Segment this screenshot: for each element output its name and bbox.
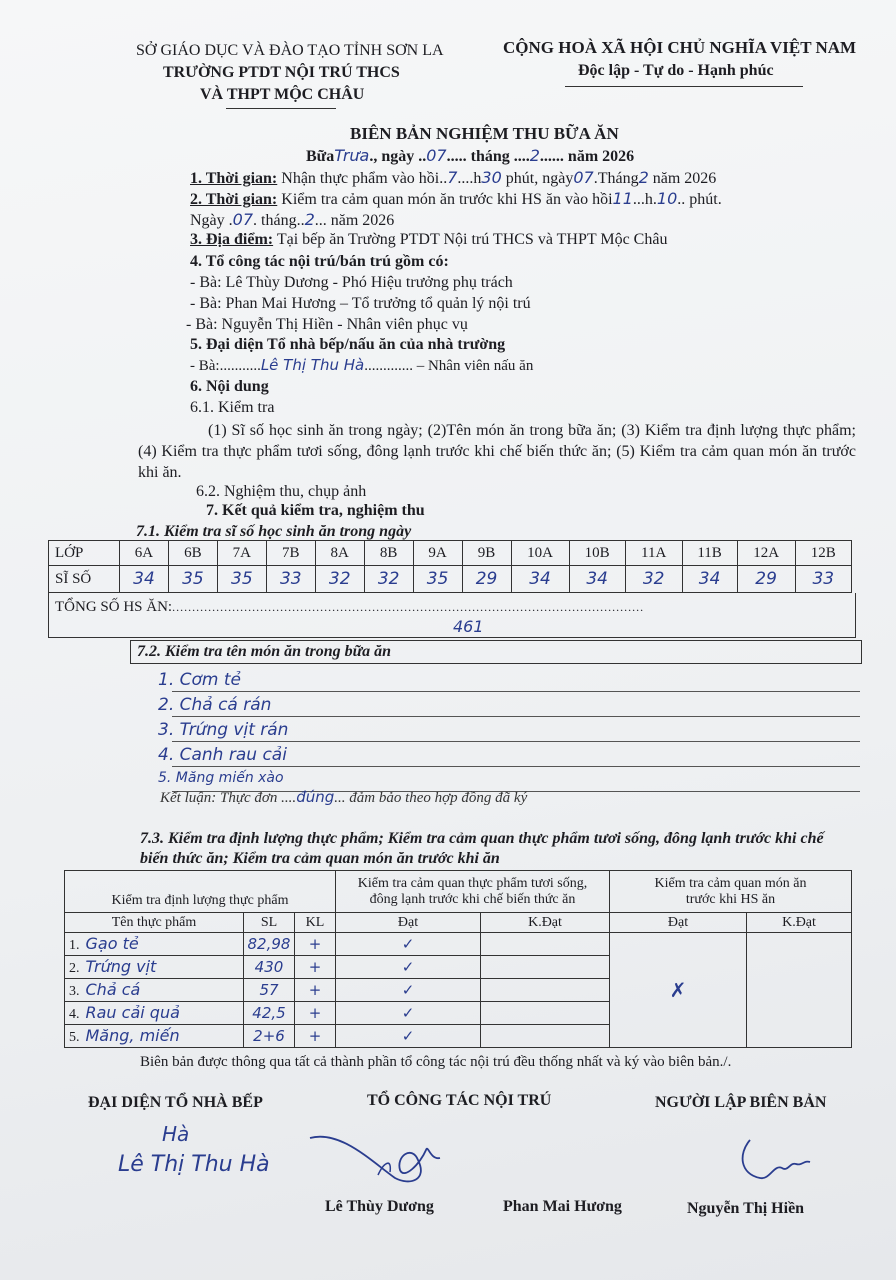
col-quantity-header: Kiểm tra định lượng thực phẩm (65, 871, 336, 913)
count-row-label: SĨ SỐ (49, 566, 120, 593)
class-name-cell: 9B (462, 541, 511, 566)
col-meal-fail: K.Đạt (747, 913, 852, 933)
class-name-cell: 8A (315, 541, 364, 566)
total-students-value: 461 (453, 617, 484, 636)
dish-item: 4. Canh rau cải (158, 745, 287, 765)
col-fresh-pass: Đạt (336, 913, 481, 933)
class-count-cell: 29 (737, 566, 795, 593)
class-name-cell: 6B (168, 541, 217, 566)
class-row-label: LỚP (49, 541, 120, 566)
fresh-pass-cell: ✓ (336, 1025, 481, 1048)
header-school-line1: TRƯỜNG PTDT NỘI TRÚ THCS (163, 64, 400, 81)
document-subtitle: BữaTrưa., ngày ..07..... tháng ....2...... năm 2026 (306, 146, 635, 165)
food-name-cell (65, 979, 244, 1002)
class-count-cell: 35 (217, 566, 266, 593)
class-count-cell: 32 (315, 566, 364, 593)
sig-name-author: Nguyễn Thị Hiền (687, 1200, 805, 1217)
food-kl-cell: + (295, 956, 336, 979)
col-kl: KL (295, 913, 336, 933)
content-check-label: 6.1. Kiểm tra (190, 399, 275, 416)
class-name-cell: 7A (217, 541, 266, 566)
kitchen-representative: - Bà:...........Lê Thị Thu Hà............. – Nhân viên nấu ăn (190, 356, 534, 374)
food-sl-cell: 82,98 (244, 933, 295, 956)
class-name-cell: 8B (364, 541, 413, 566)
total-students-label: TỔNG SỐ HS ĂN:...................................................................................................................... (55, 599, 645, 615)
class-name-cell: 7B (266, 541, 315, 566)
class-count-cell: 34 (511, 566, 569, 593)
food-row-number: 5. (69, 1030, 80, 1045)
food-name: Trứng vịt (85, 957, 157, 976)
header-motto: Độc lập - Tự do - Hạnh phúc (578, 62, 774, 79)
class-count-cell: 35 (413, 566, 462, 593)
class-name-cell: 11B (682, 541, 737, 566)
item-content-heading: 6. Nội dung (190, 378, 269, 395)
header-department: SỞ GIÁO DỤC VÀ ĐÀO TẠO TỈNH SƠN LA (136, 42, 444, 59)
col-meal-pass: Đạt (610, 913, 747, 933)
fresh-pass-cell: ✓ (336, 956, 481, 979)
section-73-heading-line2: biến thức ăn; Kiểm tra cảm quan món ăn trước khi ăn (140, 850, 500, 867)
closing-statement: Biên bản được thông qua tất cả thành phần tổ công tác nội trú đều thống nhất và ký vào biên bản./. (140, 1054, 732, 1070)
class-name-cell: 9A (413, 541, 462, 566)
header-nation: CỘNG HOÀ XÃ HỘI CHỦ NGHĨA VIỆT NAM (503, 38, 857, 57)
fresh-fail-cell (481, 956, 610, 979)
class-count-cell: 32 (625, 566, 682, 593)
class-count-cell: 29 (462, 566, 511, 593)
dish-underline (172, 741, 860, 742)
col-meal-header: Kiểm tra cảm quan món ăn trước khi HS ăn (610, 871, 852, 913)
food-sl-cell: 2+6 (244, 1025, 295, 1048)
dish-underline (172, 691, 860, 692)
class-name-cell: 12B (795, 541, 851, 566)
dish-item: 5. Măng miến xào (158, 770, 284, 786)
header-left-rule (226, 108, 336, 109)
fresh-fail-cell (481, 933, 610, 956)
count-row (49, 566, 852, 593)
class-name-cell: 10A (511, 541, 569, 566)
col-fresh-header: Kiểm tra cảm quan thực phẩm tươi sống, đông lạnh trước khi chế biến thức ăn (336, 871, 610, 913)
sig-name-team-leader: Phan Mai Hương (503, 1198, 622, 1215)
kitchen-name-handwritten: Lê Thị Thu Hà (118, 1152, 270, 1177)
item-check-time: 2. Thời gian: Kiểm tra cảm quan món ăn trước khi HS ăn vào hồi11...h.10.. phút. (190, 189, 722, 208)
meal-fail-cell (747, 933, 852, 1048)
class-count-cell: 32 (364, 566, 413, 593)
food-row-number: 1. (69, 938, 80, 953)
content-check-paragraph: (1) Sĩ số học sinh ăn trong ngày; (2)Tên món ăn trong bữa ăn; (3) Kiểm tra định lượng thực phẩm; (4) Kiểm tra thực phẩm tươi sống, đông lạnh trước khi chế biến thức ăn; (5) Kiểm tra cảm quan món ăn trước khi ăn. (138, 422, 856, 481)
food-name: Măng, miến (85, 1026, 180, 1045)
fresh-pass-cell: ✓ (336, 979, 481, 1002)
sig-kitchen-title: ĐẠI DIỆN TỔ NHÀ BẾP (88, 1094, 263, 1111)
item-check-date: Ngày .07. tháng..2... năm 2026 (190, 210, 395, 229)
sig-author-title: NGƯỜI LẬP BIÊN BẢN (655, 1094, 827, 1111)
food-name: Gạo tẻ (85, 934, 139, 953)
fresh-fail-cell (481, 1002, 610, 1025)
author-signature (730, 1134, 830, 1194)
food-row-number: 4. (69, 1007, 80, 1022)
class-count-cell: 34 (120, 566, 169, 593)
fresh-fail-cell (481, 979, 610, 1002)
meal-pass-cell: ✗ (610, 933, 747, 1048)
item-kitchen-heading: 5. Đại diện Tổ nhà bếp/nấu ăn của nhà trường (190, 336, 506, 353)
header-right-rule (565, 86, 803, 87)
food-name-cell (65, 933, 244, 956)
class-count-cell: 34 (569, 566, 625, 593)
class-count-cell: 35 (168, 566, 217, 593)
dish-underline (172, 766, 860, 767)
food-name: Rau cải quả (85, 1003, 180, 1022)
item-result-heading: 7. Kết quả kiểm tra, nghiệm thu (206, 502, 425, 519)
dish-underline (172, 716, 860, 717)
fresh-fail-cell (481, 1025, 610, 1048)
class-name-cell: 12A (737, 541, 795, 566)
content-acceptance-label: 6.2. Nghiệm thu, chụp ảnh (196, 483, 367, 500)
dish-item: 3. Trứng vịt rán (158, 720, 289, 740)
section-73-heading-line1: 7.3. Kiểm tra định lượng thực phẩm; Kiểm tra cảm quan thực phẩm tươi sống, đông lạnh trước khi chế (140, 830, 824, 847)
total-students-box (48, 593, 856, 638)
food-name-cell (65, 1002, 244, 1025)
dish-item: 2. Chả cá rán (158, 695, 272, 715)
student-count-table (48, 540, 852, 593)
food-name-cell (65, 1025, 244, 1048)
table-row (65, 933, 852, 956)
team-leader-signature (300, 1120, 480, 1190)
food-kl-cell: + (295, 1025, 336, 1048)
food-kl-cell: + (295, 979, 336, 1002)
food-kl-cell: + (295, 1002, 336, 1025)
section-72-heading: 7.2. Kiểm tra tên món ăn trong bữa ăn (137, 643, 392, 660)
food-kl-cell: + (295, 933, 336, 956)
team-member-2: - Bà: Phan Mai Hương – Tổ trưởng tổ quản lý nội trú (190, 295, 531, 312)
team-member-1: - Bà: Lê Thùy Dương - Phó Hiệu trưởng phụ trách (190, 274, 513, 291)
food-sl-cell: 57 (244, 979, 295, 1002)
item-team-heading: 4. Tổ công tác nội trú/bán trú gồm có: (190, 253, 449, 270)
class-count-cell: 33 (266, 566, 315, 593)
document-title: BIÊN BẢN NGHIỆM THU BỮA ĂN (350, 124, 619, 143)
sig-name-vice-principal: Lê Thùy Dương (325, 1198, 434, 1215)
team-member-3: - Bà: Nguyễn Thị Hiền - Nhân viên phục vụ (186, 316, 468, 333)
header-school-line2: VÀ THPT MỘC CHÂU (200, 86, 365, 103)
item-receive-time: 1. Thời gian: Nhận thực phẩm vào hồi..7....h30 phút, ngày07.Tháng2 năm 2026 (190, 168, 717, 187)
fresh-pass-cell: ✓ (336, 933, 481, 956)
col-sl: SL (244, 913, 295, 933)
item-location: 3. Địa điểm: Tại bếp ăn Trường PTDT Nội trú THCS và THPT Mộc Châu (190, 231, 668, 248)
class-row (49, 541, 852, 566)
food-name: Chả cá (85, 980, 141, 999)
class-name-cell: 6A (120, 541, 169, 566)
fresh-pass-cell: ✓ (336, 1002, 481, 1025)
food-name-cell (65, 956, 244, 979)
section-71-heading: 7.1. Kiểm tra sĩ số học sinh ăn trong ngày (136, 523, 412, 540)
food-sl-cell: 430 (244, 956, 295, 979)
class-name-cell: 11A (625, 541, 682, 566)
food-row-number: 3. (69, 984, 80, 999)
class-name-cell: 10B (569, 541, 625, 566)
class-count-cell: 33 (795, 566, 851, 593)
food-sl-cell: 42,5 (244, 1002, 295, 1025)
col-food-name: Tên thực phẩm (65, 913, 244, 933)
class-count-cell: 34 (682, 566, 737, 593)
section-72-heading-box (130, 640, 862, 664)
food-row-number: 2. (69, 961, 80, 976)
dish-item: 1. Cơm tẻ (158, 670, 241, 690)
sig-team-title: TỔ CÔNG TÁC NỘI TRÚ (367, 1092, 552, 1109)
col-fresh-fail: K.Đạt (481, 913, 610, 933)
food-inspection-table (64, 870, 852, 1048)
menu-conclusion: Kết luận: Thực đơn ....đúng... đảm bảo theo hợp đồng đã ký (160, 788, 528, 806)
kitchen-signature: Hà (162, 1122, 190, 1146)
